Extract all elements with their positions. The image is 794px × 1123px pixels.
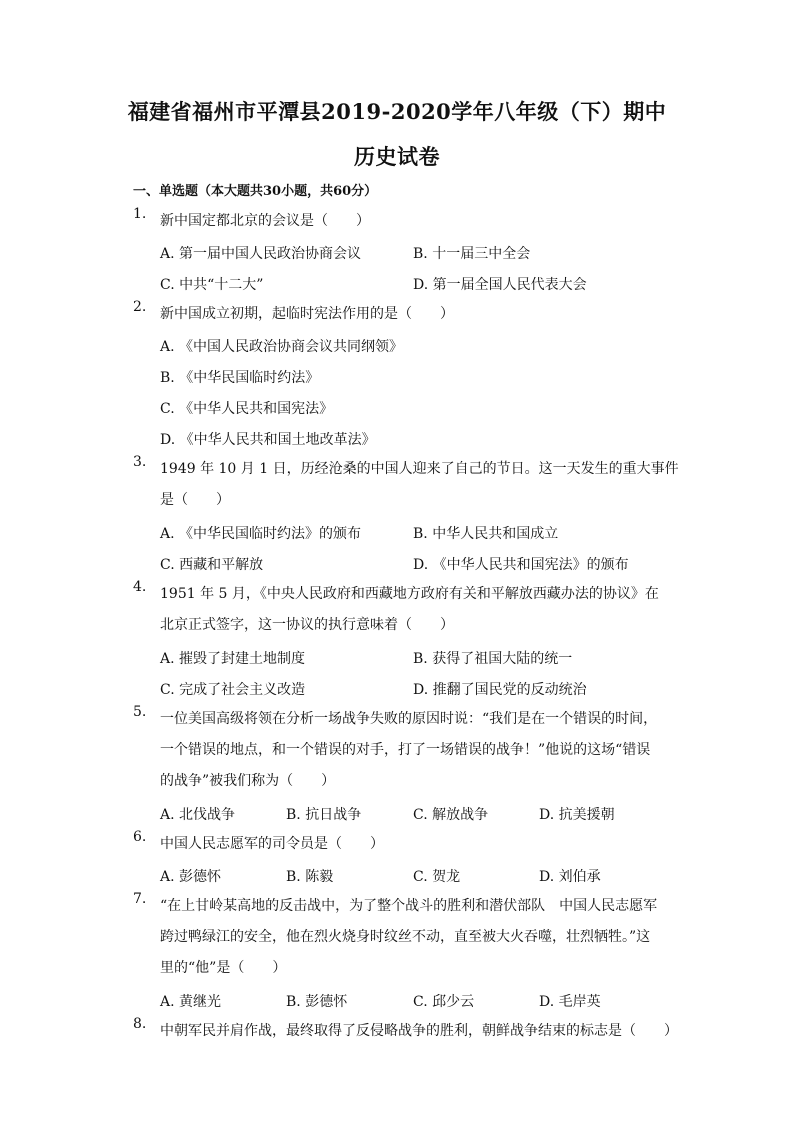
option-d[interactable]: D. 《中华人民共和国土地改革法》 bbox=[160, 432, 376, 448]
options-row bbox=[160, 991, 680, 1013]
option-a[interactable]: A. 《中华民国临时约法》的颁布 bbox=[160, 526, 362, 542]
option-b[interactable]: B. 抗日战争 bbox=[286, 807, 362, 823]
stem-line: 1951 年 5 月，《中央人民政府和西藏地方政府有关和平解放西藏办法的协议》在 bbox=[160, 586, 659, 602]
section-heading: 一、单选题（本大题共30小题，共60分） bbox=[133, 184, 378, 199]
option-c[interactable]: C. 完成了社会主义改造 bbox=[160, 682, 306, 698]
option-c[interactable]: C. 中共“十二大” bbox=[160, 277, 264, 293]
stem-line: 是（ ） bbox=[160, 492, 230, 508]
question-stem bbox=[160, 206, 673, 237]
options-row bbox=[160, 866, 680, 888]
option-c[interactable]: C. 《中华人民共和国宪法》 bbox=[160, 401, 334, 417]
question-number: 2. bbox=[133, 299, 147, 315]
question-2 bbox=[133, 299, 673, 330]
stem-line: 里的“他”是（ ） bbox=[160, 960, 287, 976]
option-a[interactable]: A. 彭德怀 bbox=[160, 869, 222, 885]
question-stem bbox=[160, 891, 673, 984]
stem-line: 新中国定都北京的会议是（ ） bbox=[160, 213, 370, 229]
option-d[interactable]: D. 刘伯承 bbox=[539, 869, 601, 885]
question-number: 6. bbox=[133, 829, 147, 845]
option-c[interactable]: C. 贺龙 bbox=[413, 869, 461, 885]
question-stem bbox=[160, 829, 673, 860]
options-row bbox=[160, 804, 680, 826]
option-c[interactable]: C. 解放战争 bbox=[413, 807, 489, 823]
option-a[interactable]: A. 第一届中国人民政治协商会议 bbox=[160, 246, 362, 262]
option-d[interactable]: D. 《中华人民共和国宪法》的颁布 bbox=[413, 557, 629, 573]
options-row bbox=[160, 648, 680, 670]
question-stem bbox=[160, 704, 673, 797]
question-6 bbox=[133, 829, 673, 860]
options-row bbox=[160, 554, 680, 576]
option-c[interactable]: C. 西藏和平解放 bbox=[160, 557, 264, 573]
question-number: 4. bbox=[133, 579, 147, 595]
stem-line: 1949 年 10 月 1 日，历经沧桑的中国人迎来了自己的节日。这一天发生的重大事件 bbox=[160, 461, 679, 477]
option-d[interactable]: D. 第一届全国人民代表大会 bbox=[413, 277, 587, 293]
options-row bbox=[160, 274, 680, 296]
stem-line: 一个错误的地点，和一个错误的对手，打了一场错误的战争！”他说的这场“错误 bbox=[160, 742, 651, 758]
question-stem bbox=[160, 1016, 678, 1047]
option-a[interactable]: A. 黄继光 bbox=[160, 994, 222, 1010]
stem-line: 北京正式签字，这一协议的执行意味着（ ） bbox=[160, 617, 454, 633]
option-b[interactable]: B. 陈毅 bbox=[286, 869, 334, 885]
options-row bbox=[160, 523, 680, 545]
exam-title-line1: 福建省福州市平潭县2019-2020学年八年级（下）期中 bbox=[127, 99, 667, 124]
question-number: 1. bbox=[133, 206, 147, 222]
stem-line: 的战争”被我们称为（ ） bbox=[160, 773, 336, 789]
question-7 bbox=[133, 891, 673, 984]
question-5 bbox=[133, 704, 673, 797]
option-d[interactable]: D. 抗美援朝 bbox=[539, 807, 615, 823]
question-number: 7. bbox=[133, 891, 147, 907]
question-8 bbox=[133, 1016, 678, 1047]
exam-title-line2: 历史试卷 bbox=[354, 144, 440, 169]
stem-line: 一位美国高级将领在分析一场战争失败的原因时说：“我们是在一个错误的时间， bbox=[160, 711, 658, 727]
option-b[interactable]: B. 获得了祖国大陆的统一 bbox=[413, 651, 573, 667]
option-b[interactable]: B. 《中华民国临时约法》 bbox=[160, 370, 320, 386]
question-number: 5. bbox=[133, 704, 147, 720]
option-b[interactable]: B. 中华人民共和国成立 bbox=[413, 526, 559, 542]
options-row bbox=[160, 679, 680, 701]
option-b[interactable]: B. 十一届三中全会 bbox=[413, 246, 531, 262]
option-d[interactable]: D. 毛岸英 bbox=[539, 994, 601, 1010]
question-number: 8. bbox=[133, 1016, 147, 1032]
stem-line: 新中国成立初期，起临时宪法作用的是（ ） bbox=[160, 306, 454, 322]
question-1 bbox=[133, 206, 673, 237]
question-stem bbox=[160, 454, 679, 516]
stem-line: 中国人民志愿军的司令员是（ ） bbox=[160, 836, 384, 852]
option-a[interactable]: A. 摧毁了封建土地制度 bbox=[160, 651, 306, 667]
question-4 bbox=[133, 579, 673, 641]
stem-line: 中朝军民并肩作战，最终取得了反侵略战争的胜利，朝鲜战争结束的标志是（ ） bbox=[160, 1023, 678, 1039]
option-c[interactable]: C. 邱少云 bbox=[413, 994, 475, 1010]
stem-line: 跨过鸭绿江的安全，他在烈火烧身时纹丝不动，直至被大火吞噬，壮烈牺牲。”这 bbox=[160, 929, 651, 945]
option-a[interactable]: A. 《中国人民政治协商会议共同纲领》 bbox=[160, 339, 404, 355]
question-number: 3. bbox=[133, 454, 147, 470]
question-stem bbox=[160, 579, 673, 641]
question-stem bbox=[160, 299, 673, 330]
option-a[interactable]: A. 北伐战争 bbox=[160, 807, 236, 823]
option-d[interactable]: D. 推翻了国民党的反动统治 bbox=[413, 682, 587, 698]
stem-line: “在上甘岭某高地的反击战中，为了整个战斗的胜利和潜伏部队 中国人民志愿军 bbox=[160, 898, 658, 914]
options-row bbox=[160, 243, 680, 265]
option-b[interactable]: B. 彭德怀 bbox=[286, 994, 348, 1010]
question-3 bbox=[133, 454, 679, 516]
